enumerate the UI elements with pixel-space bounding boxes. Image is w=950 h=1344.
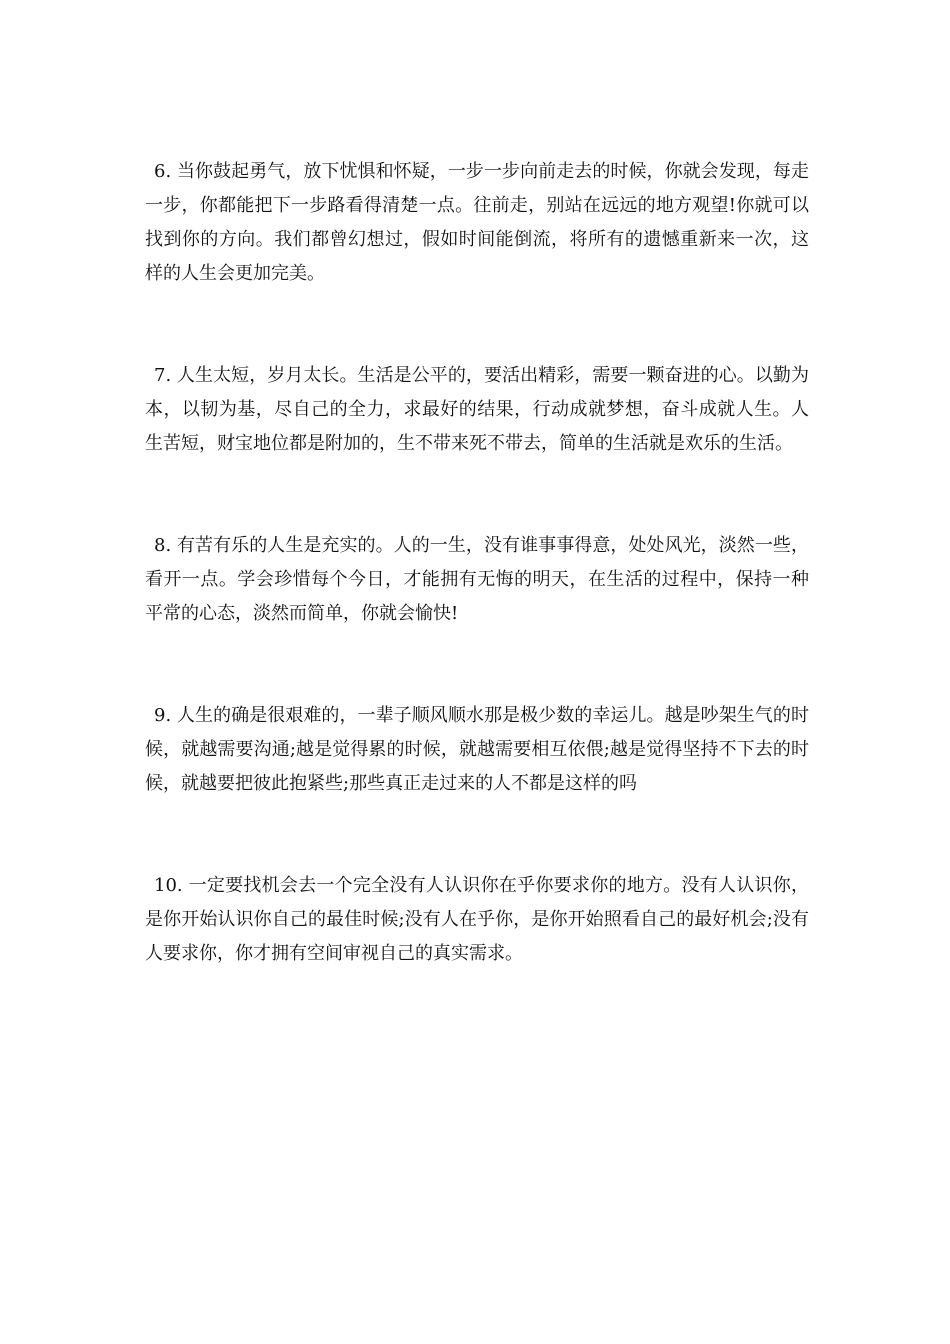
paragraph-10: 10. 一定要找机会去一个完全没有人认识你在乎你要求你的地方。没有人认识你，是你开始认识你自己的最佳时候;没有人在乎你，是你开始照看自己的最好机会;没有人要求你，你才拥有空间审视自己的真实需求。 — [145, 875, 810, 964]
paragraph-9: 9. 人生的确是很艰难的，一辈子顺风顺水那是极少数的幸运儿。越是吵架生气的时候，就越需要沟通;越是觉得累的时候，就越需要相互依偎;越是觉得坚持不下去的时候，就越要把彼此抱紧些;那些真正走过来的人不都是这样的吗 — [145, 705, 809, 794]
paragraph-7: 7. 人生太短，岁月太长。生活是公平的，要活出精彩，需要一颗奋进的心。以勤为本，以韧为基，尽自己的全力，求最好的结果，行动成就梦想，奋斗成就人生。人生苦短，财宝地位都是附加的，生不带来死不带去，简单的生活就是欢乐的生活。 — [145, 365, 809, 454]
paragraph-6: 6. 当你鼓起勇气，放下忧惧和怀疑，一步一步向前走去的时候，你就会发现，每走一步，你都能把下一步路看得清楚一点。往前走，别站在远远的地方观望!你就可以找到你的方向。我们都曾幻想过，假如时间能倒流，将所有的遗憾重新来一次，这样的人生会更加完美。 — [145, 161, 809, 284]
document-body — [145, 155, 809, 971]
paragraph-8: 8. 有苦有乐的人生是充实的。人的一生，没有谁事事得意，处处风光，淡然一些，看开一点。学会珍惜每个今日，才能拥有无悔的明天，在生活的过程中，保持一种平常的心态，淡然而简单，你就会愉快! — [145, 535, 809, 624]
